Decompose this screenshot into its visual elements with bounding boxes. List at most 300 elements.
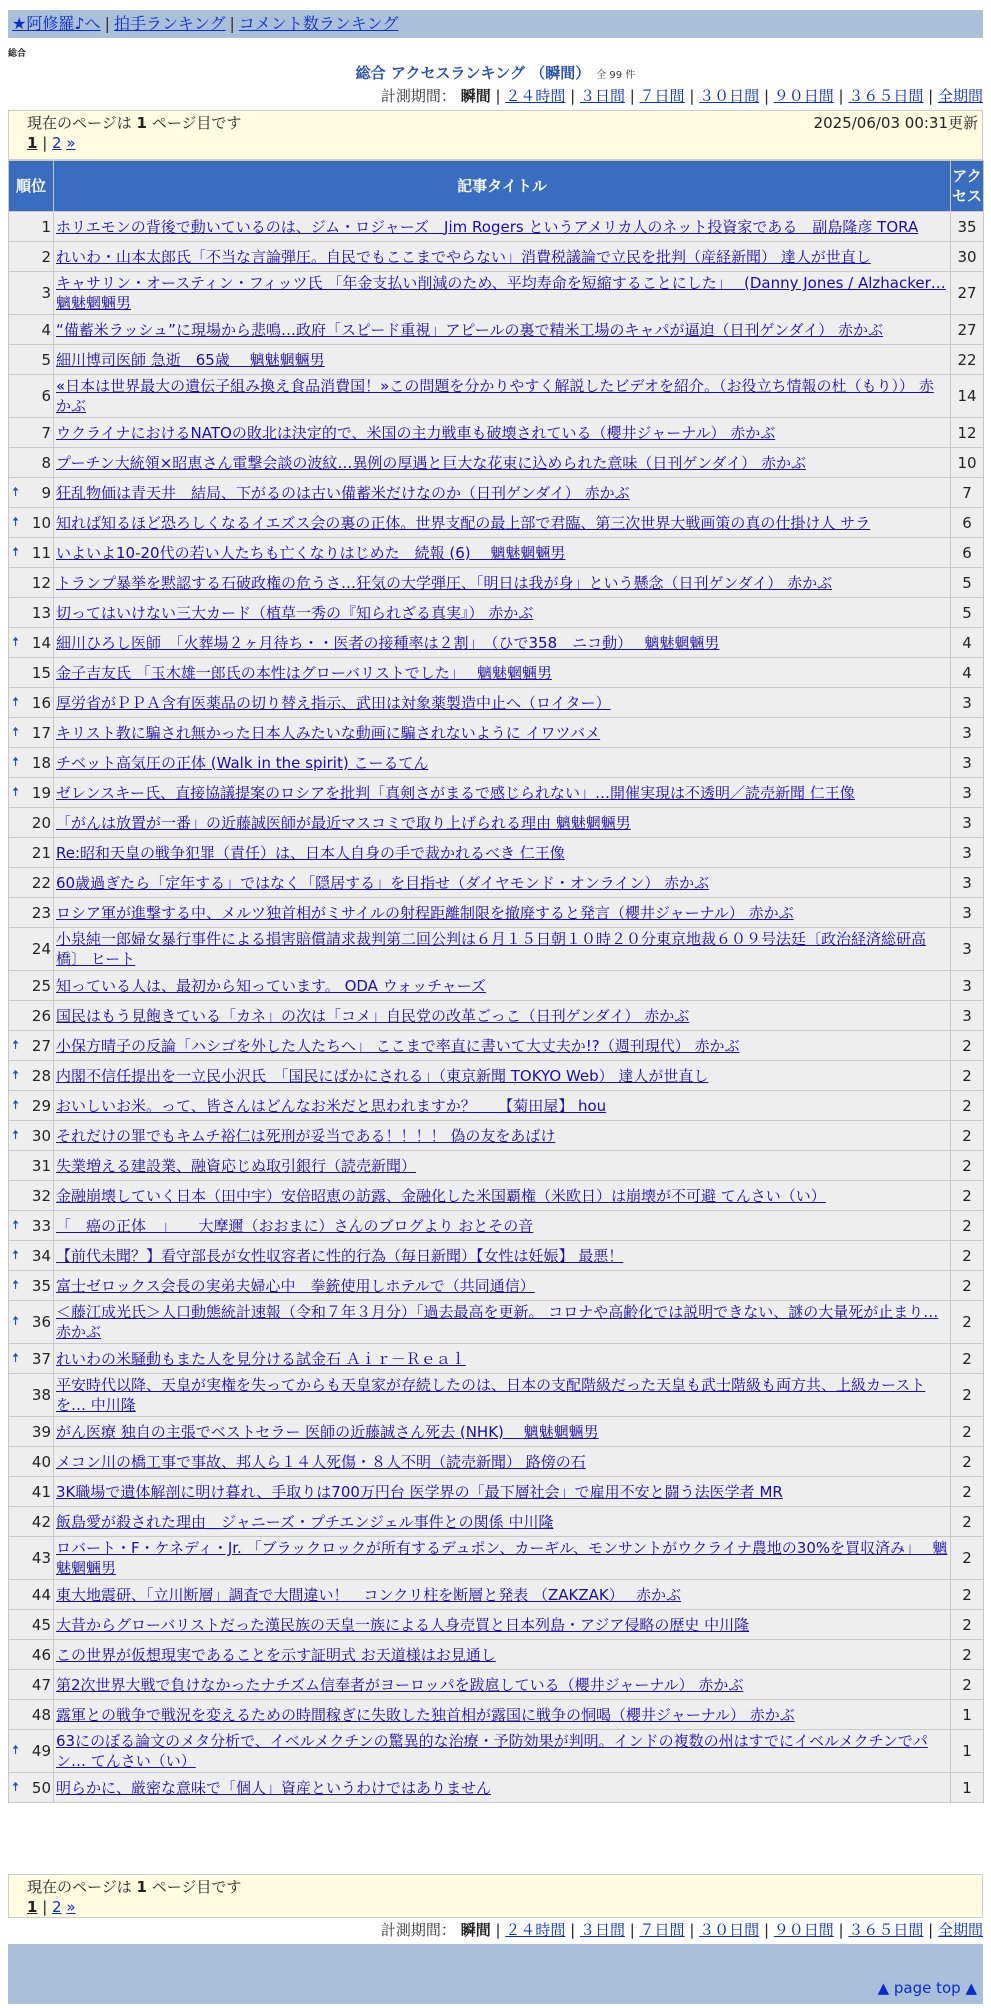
rank-up-arrow-icon: 🠅 <box>12 724 20 740</box>
table-row <box>9 448 983 477</box>
table-row <box>9 1121 983 1150</box>
rank-cell <box>9 1241 53 1270</box>
article-title-link[interactable]: 【前代未聞？】看守部長が女性収容者に性的行為（毎日新聞）【女性は妊娠】 最悪！ <box>56 1246 624 1265</box>
period-3d-link[interactable]: ３日間 <box>579 87 625 105</box>
page-status-number: 1 <box>136 114 147 132</box>
rank-number: 19 <box>31 783 51 802</box>
rank-number: 27 <box>31 1036 51 1055</box>
access-count: 3 <box>951 1001 983 1030</box>
page-title <box>0 62 991 83</box>
rank-number: 26 <box>31 1006 51 1025</box>
rank-number: 50 <box>31 1778 51 1797</box>
article-title-link[interactable]: 63にのぼる論文のメタ分析で、イベルメクチンの驚異的な治療・予防効果が判明。インドの複数の州はすでにイベルメクチンでパン… てんさい（い） <box>56 1732 928 1770</box>
title-cell <box>54 1477 950 1506</box>
rank-up-arrow-icon: 🠅 <box>12 484 20 500</box>
title-cell <box>54 1417 950 1446</box>
pager-current: 1 <box>27 134 38 152</box>
rank-cell <box>9 1670 53 1699</box>
rank-cell <box>9 1091 53 1120</box>
rank-number: 1 <box>41 217 51 236</box>
table-row <box>9 242 983 271</box>
article-title-link[interactable]: キャサリン・オースティン・フィッツ氏 「年金支払い削減のため、平均寿命を短縮することにした」 (Danny Jones / Alzhacker… 魑魅魍魎男 <box>56 274 946 312</box>
rank-up-arrow-icon: 🠅 <box>12 1350 20 1366</box>
footer-bar <box>8 1974 983 2004</box>
rank-up-arrow-icon: 🠅 <box>12 1097 20 1113</box>
rank-up-arrow-icon: 🠅 <box>12 1314 20 1329</box>
title-cell <box>54 598 950 627</box>
article-title-link[interactable]: プーチン大統領×昭恵さん電撃会談の波紋…異例の厚遇と巨大な花束に込められた意味（日刊ゲンダイ） 赤かぶ <box>56 453 806 472</box>
title-cell <box>54 375 950 417</box>
title-cell <box>54 1301 950 1343</box>
title-cell <box>54 1374 950 1416</box>
title-cell <box>54 272 950 314</box>
access-count: 35 <box>951 212 983 241</box>
rank-cell <box>9 1773 53 1802</box>
title-cell <box>54 748 950 777</box>
rank-number: 35 <box>31 1276 51 1295</box>
nav-separator: | <box>104 14 110 33</box>
ranking-body <box>9 212 983 1802</box>
rank-number: 38 <box>31 1386 51 1404</box>
rank-up-arrow-icon: 🠅 <box>12 1277 20 1293</box>
article-title-link[interactable]: それだけの罪でもキムチ裕仁は死刑が妥当である！！！！ 偽の友をあばけ <box>56 1126 556 1145</box>
table-row <box>9 1447 983 1476</box>
rank-number: 4 <box>41 320 51 339</box>
page-status-number: 1 <box>136 1878 147 1896</box>
table-row <box>9 1773 983 1802</box>
rank-cell <box>9 272 53 314</box>
access-count: 4 <box>951 628 983 657</box>
rank-up-arrow-icon: 🠅 <box>12 1743 20 1758</box>
table-row <box>9 568 983 597</box>
rank-number: 25 <box>31 976 51 995</box>
rank-cell <box>9 1374 53 1416</box>
rank-cell <box>9 1477 53 1506</box>
article-title-link[interactable]: “備蓄米ラッシュ”に現場から悲鳴…政府「スピード重視」アピールの裏で精米工場のキャパが逼迫（日刊ゲンダイ） 赤かぶ <box>56 320 884 339</box>
table-row <box>9 1271 983 1300</box>
title-cell <box>54 808 950 837</box>
table-row <box>9 1507 983 1536</box>
title-cell <box>54 478 950 507</box>
rank-number: 2 <box>41 247 51 266</box>
article-title-link[interactable]: 金子吉友氏 「玉木雄一郎氏の本性はグローバリストでした」 魑魅魍魎男 <box>56 663 552 682</box>
access-count: 3 <box>951 898 983 927</box>
rank-cell <box>9 478 53 507</box>
period-24h-link[interactable]: ２４時間 <box>505 87 566 105</box>
rank-cell <box>9 1001 53 1030</box>
rank-number: 22 <box>31 873 51 892</box>
period-30d-link[interactable]: ３０日間 <box>699 1921 760 1939</box>
article-title-link[interactable]: ＜藤江成光氏＞人口動態統計速報（令和７年３月分）「過去最高を更新。 コロナや高齢化では説明できない、謎の大量死が止まり… 赤かぶ <box>56 1303 939 1341</box>
category-label: 総合 <box>8 49 27 59</box>
table-row <box>9 478 983 507</box>
rank-cell <box>9 1610 53 1639</box>
article-title-link[interactable]: 3K職場で遺体解剖に明け暮れ、手取りは700万円台 医学界の「最下層社会」で雇用不安と闘う法医学者 MR <box>56 1482 783 1501</box>
page-status <box>27 1877 964 1897</box>
rank-cell <box>9 928 53 970</box>
rank-up-arrow-icon: 🠅 <box>12 784 20 800</box>
article-title-link[interactable]: 「がんは放置が一番」の近藤誠医師が最近マスコミで取り上げられる理由 魑魅魍魎男 <box>56 813 631 832</box>
title-cell <box>54 1610 950 1639</box>
table-row <box>9 1181 983 1210</box>
article-title-link[interactable]: ゼレンスキー氏、直接協議提案のロシアを批判「真剣さがまるで感じられない」…開催実現は不透明／読売新聞 仁王像 <box>56 783 855 802</box>
rank-cell <box>9 568 53 597</box>
title-cell <box>54 418 950 447</box>
rank-number: 42 <box>31 1512 51 1531</box>
article-title-link[interactable]: おいしいお米。って、皆さんはどんなお米だと思われますか？ 【菊田屋】 hou <box>56 1096 607 1115</box>
rank-cell <box>9 1700 53 1729</box>
rank-number: 34 <box>31 1246 51 1265</box>
rank-cell <box>9 508 53 537</box>
rank-cell <box>9 1271 53 1300</box>
title-cell <box>54 568 950 597</box>
access-count: 2 <box>951 1507 983 1536</box>
page-status-prefix: 現在のページは <box>27 1878 132 1896</box>
page-info-bottom <box>8 1874 983 1918</box>
article-title-link[interactable]: チベット高気圧の正体 (Walk in the spirit) こーるてん <box>56 753 429 772</box>
article-title-link[interactable]: 金融崩壊していく日本（田中宇）安倍昭恵の訪露、金融化した米国覇権（米欧日）は崩壊が不可避 てんさい（い） <box>56 1186 826 1205</box>
rank-number: 49 <box>31 1742 51 1760</box>
rank-cell <box>9 212 53 241</box>
rank-number: 23 <box>31 903 51 922</box>
article-title-link[interactable]: 国民はもう見飽きている「カネ」の次は「コメ」自民党の改革ごっこ（日刊ゲンダイ） 赤かぶ <box>56 1006 690 1025</box>
table-row <box>9 345 983 374</box>
rank-cell <box>9 1301 53 1343</box>
period-3d-link[interactable]: ３日間 <box>579 1921 625 1939</box>
access-count: 3 <box>951 838 983 867</box>
table-header-row <box>9 161 983 211</box>
table-row <box>9 1374 983 1416</box>
access-count: 1 <box>951 1700 983 1729</box>
access-count: 2 <box>951 1061 983 1090</box>
page-status-suffix: ページ目です <box>151 114 242 132</box>
table-row <box>9 688 983 717</box>
title-cell <box>54 1031 950 1060</box>
rank-cell <box>9 448 53 477</box>
article-title-link[interactable]: 飯島愛が殺された理由＿ジャニーズ・プチエンジェル事件との関係 中川隆 <box>56 1512 554 1531</box>
rank-number: 17 <box>31 723 51 742</box>
article-title-link[interactable]: ロシア軍が進撃する中、メルツ独首相がミサイルの射程距離制限を撤廃すると発言（櫻井ジャーナル） 赤かぶ <box>56 903 794 922</box>
title-cell <box>54 1580 950 1609</box>
access-count: 3 <box>951 808 983 837</box>
article-title-link[interactable]: 明らかに、厳密な意味で「個人」資産というわけではありません <box>56 1778 492 1797</box>
pager-next[interactable]: » <box>66 134 76 152</box>
rank-number: 11 <box>31 543 51 562</box>
rank-up-arrow-icon: 🠅 <box>12 1779 20 1795</box>
access-count: 3 <box>951 868 983 897</box>
period-90d-link[interactable]: ９０日間 <box>773 1921 834 1939</box>
article-title-link[interactable]: 小泉純一郎婦女暴行事件による損害賠償請求裁判第二回公判は６月１５日朝１０時２０分東京地裁６０９号法廷〔政治経済総研高橋〕 ヒート <box>56 930 927 968</box>
footer-spacer-bar <box>8 1944 983 1974</box>
rank-number: 46 <box>31 1645 51 1664</box>
rank-number: 12 <box>31 573 51 592</box>
article-title-link[interactable]: 内閣不信任提出を一立民小沢氏 「国民にばかにされる」（東京新聞 TOKYO Web） 達人が世直し <box>56 1066 709 1085</box>
rank-cell <box>9 1537 53 1579</box>
access-count: 2 <box>951 1670 983 1699</box>
rank-cell <box>9 718 53 747</box>
article-title-link[interactable]: 知っている人は、最初から知っています。 ODA ウォッチャーズ <box>56 976 486 995</box>
rank-number: 9 <box>41 483 51 502</box>
title-cell <box>54 1344 950 1373</box>
title-cell <box>54 628 950 657</box>
rank-up-arrow-icon: 🠅 <box>12 1247 20 1263</box>
rank-number: 6 <box>41 387 51 405</box>
access-count: 30 <box>951 242 983 271</box>
article-title-link[interactable]: れいわの米騒動もまた人を見分ける試金石 Ａｉｒ－Ｒｅａｌ <box>56 1349 466 1368</box>
access-count: 2 <box>951 1121 983 1150</box>
rank-cell <box>9 375 53 417</box>
table-row <box>9 1730 983 1772</box>
title-cell <box>54 1670 950 1699</box>
title-cell <box>54 1151 950 1180</box>
pager-page-2[interactable]: 2 <box>52 134 62 152</box>
rank-cell <box>9 1211 53 1240</box>
period-24h-link[interactable]: ２４時間 <box>505 1921 566 1939</box>
article-title-link[interactable]: ウクライナにおけるNATOの敗北は決定的で、米国の主力戦車も破壊されている（櫻井ジャーナル） 赤かぶ <box>56 423 776 442</box>
access-count: 2 <box>951 1241 983 1270</box>
rank-up-arrow-icon: 🠅 <box>12 634 20 650</box>
access-count: 27 <box>951 272 983 314</box>
article-title-link[interactable]: 知れば知るほど恐ろしくなるイエズス会の裏の正体。世界支配の最上部で君臨、第三次世界大戦画策の真の仕掛け人 サラ <box>56 513 871 532</box>
pager-top: 1 | 2 » <box>27 134 76 152</box>
access-count: 2 <box>951 1211 983 1240</box>
table-row <box>9 808 983 837</box>
article-title-link[interactable]: 失業増える建設業、融資応じぬ取引銀行（読売新聞） <box>56 1156 417 1175</box>
pager-bottom: 1 | 2 » <box>27 1898 76 1916</box>
article-title-link[interactable]: «日本は世界最大の遺伝子組み換え食品消費国！»この問題を分かりやすく解説したビデオを紹介。（お役立ち情報の杜（もり）） 赤かぶ <box>56 377 934 415</box>
table-row <box>9 1151 983 1180</box>
rank-number: 43 <box>31 1549 51 1567</box>
rank-cell <box>9 1121 53 1150</box>
access-count: 2 <box>951 1151 983 1180</box>
article-title-link[interactable]: いよいよ10-20代の若い人たちも亡くなりはじめた 続報 (6) 魑魅魍魎男 <box>56 543 566 562</box>
rank-number: 37 <box>31 1349 51 1368</box>
rank-up-arrow-icon: 🠅 <box>12 514 20 530</box>
rank-number: 13 <box>31 603 51 622</box>
title-cell <box>54 242 950 271</box>
table-row <box>9 315 983 344</box>
rank-number: 24 <box>31 940 51 958</box>
rank-number: 10 <box>31 513 51 532</box>
article-title-link[interactable]: 60歳過ぎたら「定年する」ではなく「隠居する」を目指せ（ダイヤモンド・オンライン） 赤かぶ <box>56 873 710 892</box>
page-top-link[interactable]: ▲ page top ▲ <box>877 1979 977 1997</box>
rank-up-arrow-icon: 🠅 <box>12 1067 20 1083</box>
period-365d-link[interactable]: ３６５日間 <box>848 1921 924 1939</box>
period-all-link[interactable]: 全期間 <box>937 1921 983 1939</box>
rank-cell <box>9 1061 53 1090</box>
table-row <box>9 1241 983 1270</box>
article-title-link[interactable]: メコン川の橋工事で事故、邦人ら１４人死傷・８人不明（読売新聞） 路傍の石 <box>56 1452 586 1471</box>
updated-time: 2025/06/03 00:31更新 <box>813 114 978 132</box>
access-count: 2 <box>951 1640 983 1669</box>
rank-up-arrow-icon: 🠅 <box>12 544 20 560</box>
rank-number: 7 <box>41 423 51 442</box>
rank-cell <box>9 1640 53 1669</box>
access-count: 5 <box>951 568 983 597</box>
rank-cell <box>9 1417 53 1446</box>
nav-separator: | <box>229 14 235 33</box>
header-rank: 順位 <box>9 161 53 211</box>
access-count: 3 <box>951 688 983 717</box>
access-count: 3 <box>951 928 983 970</box>
table-row <box>9 628 983 657</box>
rank-cell <box>9 808 53 837</box>
article-title-link[interactable]: 東大地震研、「立川断層」調査で大間違い！ コンクリ柱を断層と発表 （ZAKZAK） 赤かぶ <box>56 1585 681 1604</box>
rank-number: 48 <box>31 1705 51 1724</box>
period-365d-link[interactable]: ３６５日間 <box>848 87 924 105</box>
article-title-link[interactable]: 露軍との戦争で戦況を変えるための時間稼ぎに失敗した独首相が露国に戦争の恫喝（櫻井ジャーナル） 赤かぶ <box>56 1705 795 1724</box>
rank-number: 31 <box>31 1156 51 1175</box>
title-cell <box>54 345 950 374</box>
table-row <box>9 1537 983 1579</box>
article-title-link[interactable]: ロバート・F・ケネディ・Jr. 「ブラックロックが所有するデュポン、カーギル、モンサントがウクライナ農地の30%を買収済み」 魑魅魍魎男 <box>56 1539 948 1577</box>
title-cell <box>54 688 950 717</box>
period-90d-link[interactable]: ９０日間 <box>773 87 834 105</box>
access-count: 2 <box>951 1181 983 1210</box>
rank-cell <box>9 1181 53 1210</box>
rank-cell <box>9 242 53 271</box>
period-30d-link[interactable]: ３０日間 <box>699 87 760 105</box>
title-cell <box>54 1730 950 1772</box>
table-row <box>9 778 983 807</box>
rank-number: 15 <box>31 663 51 682</box>
comment-ranking-link[interactable]: コメント数ランキング <box>238 14 399 33</box>
home-link[interactable]: ★阿修羅♪へ <box>12 14 101 33</box>
pager-current: 1 <box>27 1898 38 1916</box>
rank-number: 5 <box>41 350 51 369</box>
period-all-link[interactable]: 全期間 <box>937 87 983 105</box>
table-row <box>9 1001 983 1030</box>
access-count: 2 <box>951 1477 983 1506</box>
table-row <box>9 1477 983 1506</box>
article-title-link[interactable]: 切ってはいけない三大カード（植草一秀の『知られざる真実』） 赤かぶ <box>56 603 534 622</box>
table-row <box>9 838 983 867</box>
rank-cell <box>9 598 53 627</box>
top-nav-bar <box>8 10 983 38</box>
period-label: 計測期間： <box>380 87 456 105</box>
title-cell <box>54 538 950 567</box>
rank-number: 40 <box>31 1452 51 1471</box>
title-cell <box>54 212 950 241</box>
clap-ranking-link[interactable]: 拍手ランキング <box>113 14 226 33</box>
period-current: 瞬間 <box>460 87 491 105</box>
article-title-link[interactable]: 富士ゼロックス会長の実弟夫婦心中 拳銃使用しホテルで（共同通信） <box>56 1276 535 1295</box>
rank-cell <box>9 345 53 374</box>
article-title-link[interactable]: がん医療 独自の主張でベストセラー 医師の近藤誠さん死去 (NHK) 魑魅魍魎男 <box>56 1422 599 1441</box>
title-cell <box>54 1241 950 1270</box>
rank-number: 3 <box>41 284 51 302</box>
access-count: 6 <box>951 508 983 537</box>
access-count: 2 <box>951 1301 983 1343</box>
table-row <box>9 928 983 970</box>
article-title-link[interactable]: 「 癌の正体 」 大摩邇（おおまに）さんのブログより おとその音 <box>56 1216 534 1235</box>
table-row <box>9 658 983 687</box>
title-cell <box>54 658 950 687</box>
table-row <box>9 375 983 417</box>
article-title-link[interactable]: 細川博司医師 急逝 65歳 魑魅魍魎男 <box>56 350 325 369</box>
article-title-link[interactable]: 厚労省がＰＰＡ含有医薬品の切り替え指示、武田は対象薬製造中止へ（ロイター） <box>56 693 611 712</box>
access-count: 2 <box>951 1031 983 1060</box>
page-title-text: 総合 アクセスランキング （瞬間） <box>355 64 591 82</box>
rank-cell <box>9 838 53 867</box>
article-title-link[interactable]: Re:昭和天皇の戦争犯罪（責任）は、日本人自身の手で裁かれるべき 仁王像 <box>56 843 565 862</box>
period-7d-link[interactable]: ７日間 <box>639 1921 685 1939</box>
header-access: アクセス <box>951 161 983 211</box>
table-row <box>9 718 983 747</box>
table-row <box>9 418 983 447</box>
pager-next[interactable]: » <box>66 1898 76 1916</box>
title-cell <box>54 1537 950 1579</box>
access-count: 2 <box>951 1447 983 1476</box>
title-cell <box>54 1700 950 1729</box>
table-row <box>9 598 983 627</box>
title-cell <box>54 1773 950 1802</box>
article-title-link[interactable]: この世界が仮想現実であることを示す証明式 お天道様はお見通し <box>56 1645 496 1664</box>
pager-page-2[interactable]: 2 <box>52 1898 62 1916</box>
title-cell <box>54 1001 950 1030</box>
period-7d-link[interactable]: ７日間 <box>639 87 685 105</box>
article-title-link[interactable]: 平安時代以降、天皇が実権を失ってからも天皇家が存続したのは、日本の支配階級だった天皇も武士階級も両方共、上級カーストを… 中川隆 <box>56 1376 926 1414</box>
article-title-link[interactable]: 狂乱物価は青天井 結局、下がるのは古い備蓄米だけなのか（日刊ゲンダイ） 赤かぶ <box>56 483 630 502</box>
period-label: 計測期間： <box>380 1921 456 1939</box>
rank-cell <box>9 1730 53 1772</box>
title-cell <box>54 778 950 807</box>
article-title-link[interactable]: 細川ひろし医師 「火葬場２ヶ月待ち・・医者の接種率は２割」 （ひで358 ニコ動） 魑魅魍魎男 <box>56 633 720 652</box>
access-count: 2 <box>951 1374 983 1416</box>
article-title-link[interactable]: 第2次世界大戦で負けなかったナチズム信奉者がヨーロッパを跋扈している（櫻井ジャーナル） 赤かぶ <box>56 1675 744 1694</box>
total-count: 全 99 件 <box>596 70 636 81</box>
access-count: 27 <box>951 315 983 344</box>
access-count: 4 <box>951 658 983 687</box>
rank-cell <box>9 1344 53 1373</box>
table-row <box>9 1211 983 1240</box>
title-cell <box>54 1640 950 1669</box>
table-row <box>9 1091 983 1120</box>
access-count: 2 <box>951 1580 983 1609</box>
table-row <box>9 1670 983 1699</box>
table-row <box>9 212 983 241</box>
title-cell <box>54 1211 950 1240</box>
rank-cell <box>9 1447 53 1476</box>
access-count: 3 <box>951 778 983 807</box>
article-title-link[interactable]: 小保方晴子の反論「ハシゴを外した人たちへ」 ここまで率直に書いて大丈夫か!?（週刊現代） 赤かぶ <box>56 1036 740 1055</box>
title-cell <box>54 868 950 897</box>
article-title-link[interactable]: キリスト教に騙され無かった日本人みたいな動画に騙されないように イワツバメ <box>56 723 601 742</box>
table-row <box>9 1700 983 1729</box>
page-info-top <box>8 110 983 160</box>
rank-number: 33 <box>31 1216 51 1235</box>
table-row <box>9 1061 983 1090</box>
article-title-link[interactable]: トランプ暴挙を黙認する石破政権の危うさ…狂気の大学弾圧、「明日は我が身」という懸念（日刊ゲンダイ） 赤かぶ <box>56 573 833 592</box>
access-count: 1 <box>951 1730 983 1772</box>
table-row <box>9 1417 983 1446</box>
title-cell <box>54 1447 950 1476</box>
rank-number: 18 <box>31 753 51 772</box>
ranking-table <box>8 160 984 1803</box>
table-row <box>9 971 983 1000</box>
title-cell <box>54 1507 950 1536</box>
article-title-link[interactable]: れいわ・山本太郎氏「不当な言論弾圧。自民でもここまでやらない」消費税議論で立民を批判（産経新聞） 達人が世直し <box>56 247 871 266</box>
article-title-link[interactable]: 大昔からグローバリストだった漢民族の天皇一族による人身売買と日本列島・アジア侵略の歴史 中川隆 <box>56 1615 750 1634</box>
rank-number: 36 <box>31 1313 51 1331</box>
rank-number: 16 <box>31 693 51 712</box>
rank-up-arrow-icon: 🠅 <box>12 1127 20 1143</box>
table-row <box>9 1580 983 1609</box>
rank-number: 32 <box>31 1186 51 1205</box>
rank-cell <box>9 1507 53 1536</box>
article-title-link[interactable]: ホリエモンの背後で動いているのは、ジム・ロジャーズ Jim Rogers というアメリカ人のネット投資家である 副島隆彦 TORA <box>56 217 919 236</box>
table-row <box>9 748 983 777</box>
